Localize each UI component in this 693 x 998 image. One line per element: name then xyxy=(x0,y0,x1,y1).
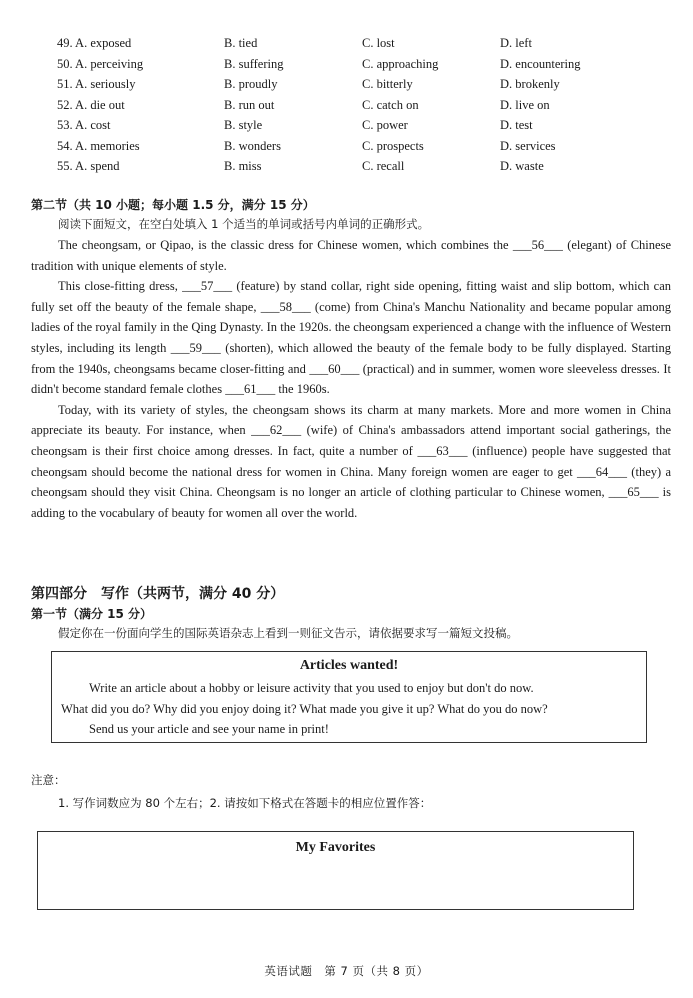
options-row-52 xyxy=(57,95,667,116)
option-a: 52. A. die out xyxy=(57,97,125,112)
options-row-54 xyxy=(57,136,667,157)
option-b: B. run out xyxy=(224,97,275,112)
section2-heading: 第二节（共 10 小题；每小题 1.5 分，满分 15 分） xyxy=(31,198,315,212)
option-c: C. recall xyxy=(362,159,405,173)
option-c: C. catch on xyxy=(362,97,419,112)
option-d: D. encountering xyxy=(500,56,581,71)
option-b: B. wonders xyxy=(224,138,281,153)
options-row-55 xyxy=(57,156,667,177)
options-row-53 xyxy=(57,115,667,136)
option-a: 54. A. memories xyxy=(57,138,140,153)
option-b: B. proudly xyxy=(224,77,278,91)
option-d: D. waste xyxy=(500,159,544,173)
answer-box-title: My Favorites xyxy=(295,840,376,855)
page-footer: 英语试题 第 7 页（共 8 页） xyxy=(264,964,429,978)
option-a: 50. A. perceiving xyxy=(57,56,144,71)
notice-box xyxy=(51,651,647,743)
option-d: D. live on xyxy=(500,97,550,112)
passage-paragraph: This close-fitting dress, ___57___ (feature) by stand collar, right side opening, fitting waist and slip bottom, which can fully set off the beauty of the female shape, ___58___ (come) from China's Manchu Nationality and became popular among ladies of the royal family in the Qing Dynasty. In the 1920s. the cheongsam experienced a change with the influence of Western styles, including its length ___59___ (shorten), which allowed the beauty of the female body to be fully displayed. Starting from the 1940s, cheongsams became closer-fitting and ___60___ (practical) and in summer, women wore sleeveless dresses. It didn't become standard female clothes ___61___ the 1960s. xyxy=(31,279,671,397)
option-d: D. services xyxy=(500,138,556,153)
notice-title: Articles wanted! xyxy=(299,658,399,673)
option-c: C. approaching xyxy=(362,56,439,71)
notice-line: Send us your article and see your name in print! xyxy=(89,722,329,736)
options-table xyxy=(57,33,667,177)
writing-instruction: 假定你在一份面向学生的国际英语杂志上看到一则征文告示，请依据要求写一篇短文投稿。 xyxy=(58,626,518,640)
passage-paragraph: The cheongsam, or Qipao, is the classic dress for Chinese women, which combines the ___56___ (elegant) of Chinese tradition with unique elements of style. xyxy=(31,238,671,273)
notice-line: What did you do? Why did you enjoy doing it? What made you give it up? What do you do now? xyxy=(61,702,548,716)
section2-instruction: 阅读下面短文，在空白处填入 1 个适当的单词或括号内单词的正确形式。 xyxy=(58,217,430,231)
options-row-49 xyxy=(57,33,667,54)
cloze-passage xyxy=(31,235,671,523)
option-a: 55. A. spend xyxy=(57,159,120,173)
note-label: 注意： xyxy=(31,773,66,787)
note-text: 1. 写作词数应为 80 个左右；2. 请按如下格式在答题卡的相应位置作答： xyxy=(58,796,432,810)
option-b: B. miss xyxy=(224,159,262,173)
option-c: C. prospects xyxy=(362,138,424,153)
option-c: C. bitterly xyxy=(362,77,413,91)
option-c: C. lost xyxy=(362,36,395,50)
option-b: B. style xyxy=(224,118,263,132)
part4-section1-heading: 第一节（满分 15 分） xyxy=(31,607,153,621)
option-d: D. brokenly xyxy=(500,77,560,91)
part4-title: 第四部分 写作（共两节，满分 40 分） xyxy=(31,586,285,602)
option-d: D. test xyxy=(500,118,533,132)
passage-paragraph: Today, with its variety of styles, the cheongsam shows its charm at many markets. More and more women in China appreciate its beauty. For instance, when ___62___ (wife) of China's ambassadors attend important social gatherings, the cheongsam is their first choice among dresses. In fact, quite a number of ___63___ (influence) people have suggested that cheongsam should become the national dress for women in China. Many foreign women are eager to get ___64___ (they) a cheongsam should they visit China. Cheongsam is no longer an article of clothing particular to Chinese women, ___65___ is adding to the vocabulary of beauty for women all over the world. xyxy=(31,402,671,520)
options-row-50 xyxy=(57,54,667,75)
option-a: 51. A. seriously xyxy=(57,77,136,91)
option-c: C. power xyxy=(362,118,408,132)
option-b: B. suffering xyxy=(224,56,284,71)
answer-box xyxy=(37,831,634,910)
notice-line: Write an article about a hobby or leisure activity that you used to enjoy but don't do now. xyxy=(89,681,534,695)
options-row-51 xyxy=(57,74,667,95)
option-b: B. tied xyxy=(224,36,258,50)
option-d: D. left xyxy=(500,36,532,50)
option-a: 49. A. exposed xyxy=(57,36,132,50)
option-a: 53. A. cost xyxy=(57,118,111,132)
